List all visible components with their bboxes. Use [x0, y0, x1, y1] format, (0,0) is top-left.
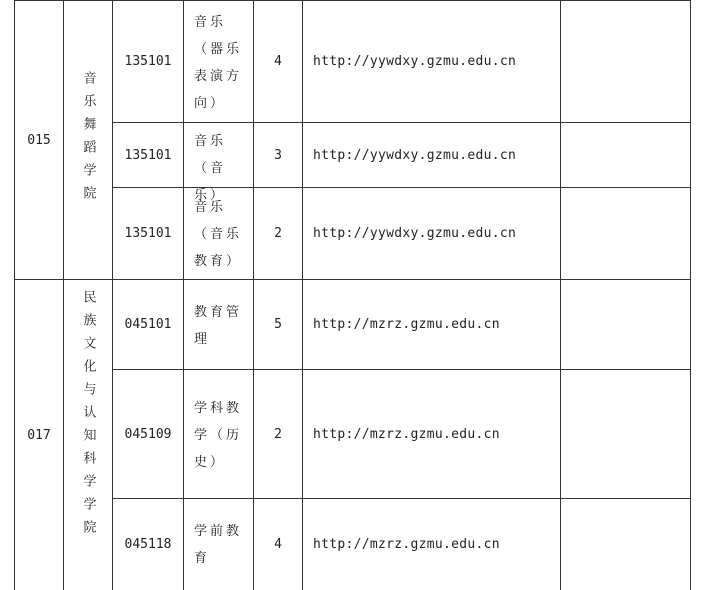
website-link[interactable]: http://yywdxy.gzmu.edu.cn	[313, 147, 517, 163]
note-cell	[561, 499, 690, 590]
major-code-cell: 135101	[124, 54, 172, 69]
college-name: 民族文化与认知科学学院	[80, 290, 96, 543]
website-link[interactable]: http://mzrz.gzmu.edu.cn	[313, 426, 500, 442]
note-cell	[561, 370, 690, 498]
grid-line	[690, 0, 691, 590]
website-link[interactable]: http://yywdxy.gzmu.edu.cn	[313, 226, 517, 241]
note-cell	[561, 188, 690, 279]
note-cell	[561, 280, 690, 369]
major-code-cell: 045109	[124, 426, 172, 442]
grid-line	[183, 0, 184, 590]
major-name-cell: 教育管理	[194, 305, 243, 347]
count-cell: 4	[274, 54, 282, 69]
major-name-cell: 音乐（音乐）	[194, 134, 227, 203]
major-name-cell: 音乐（器乐表演方向）	[194, 15, 243, 111]
major-name-cell: 音乐（音乐教育）	[194, 200, 243, 269]
major-code-cell: 045118	[124, 537, 172, 552]
website-link[interactable]: http://mzrz.gzmu.edu.cn	[313, 317, 500, 332]
note-cell	[561, 123, 690, 187]
count-cell: 2	[274, 426, 282, 442]
major-name-cell: 学前教育	[194, 524, 243, 566]
count-cell: 4	[274, 537, 282, 552]
college-code-cell: 015	[27, 132, 51, 148]
website-link[interactable]: http://yywdxy.gzmu.edu.cn	[313, 54, 517, 69]
count-cell: 2	[274, 226, 282, 241]
major-code-cell: 135101	[124, 226, 172, 241]
college-name: 音乐舞蹈学院	[80, 71, 96, 209]
count-cell: 3	[274, 147, 282, 163]
major-name-cell: 学科教学（历史）	[194, 401, 243, 470]
major-code-cell: 045101	[124, 317, 172, 332]
count-cell: 5	[274, 317, 282, 332]
major-code-cell: 135101	[124, 147, 172, 163]
college-name-cell	[64, 1, 112, 279]
college-code-cell: 017	[27, 427, 51, 443]
note-cell	[561, 1, 690, 122]
college-name-cell	[64, 280, 112, 590]
website-link[interactable]: http://mzrz.gzmu.edu.cn	[313, 537, 500, 552]
